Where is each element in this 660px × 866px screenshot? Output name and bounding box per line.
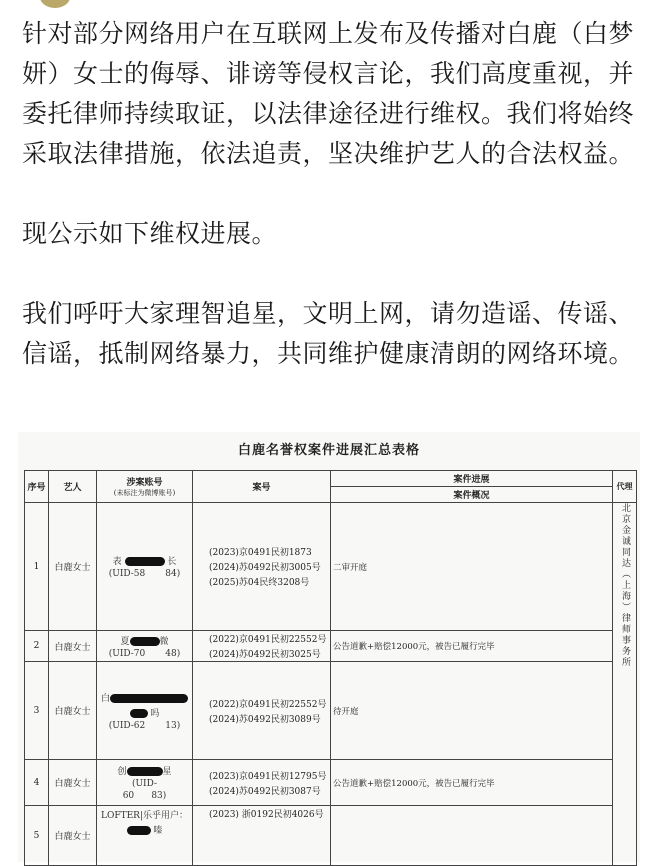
redaction-mark <box>125 557 165 566</box>
row-artist: 白鹿女士 <box>49 806 97 866</box>
row-account: 夏 微 (UID-70 48) <box>97 631 193 662</box>
header-progress-sub: 案件概况 <box>331 487 613 503</box>
row-progress: 公告道歉+赔偿12000元，被告已履行完毕 <box>331 631 613 662</box>
agent-cell <box>613 503 637 866</box>
row-account: 表 长 (UID-58 84) <box>97 503 193 631</box>
row-case-numbers: (2023) 浙0192民初4026号 <box>193 806 331 866</box>
row-index: 1 <box>25 503 49 631</box>
header-agent: 代理 <box>613 471 637 503</box>
redaction-mark <box>130 637 160 646</box>
row-progress: 公告道歉+赔偿12000元，被告已履行完毕 <box>331 760 613 806</box>
post-paragraph-2: 现公示如下维权进展。 <box>22 219 278 248</box>
table-row <box>25 503 637 631</box>
post-paragraph-3: 我们呼吁大家理智追星，文明上网，请勿造谣、传谣、信谣，抵制网络暴力，共同维护健康清朗的网络环境。 <box>22 299 635 368</box>
row-case-numbers: (2023)京0491民初12795号 (2024)苏0492民初3087号 <box>193 760 331 806</box>
table-row <box>25 806 637 866</box>
attached-document-image[interactable] <box>18 432 640 862</box>
table-row <box>25 631 637 662</box>
row-case-numbers: (2023)京0491民初1873 (2024)苏0492民初3005号 (2025)苏04民终3208号 <box>193 503 331 631</box>
row-artist: 白鹿女士 <box>49 503 97 631</box>
post-paragraph-1: 针对部分网络用户在互联网上发布及传播对白鹿（白梦妍）女士的侮辱、诽谤等侵权言论，我们高度重视，并委托律师持续取证，以法律途径进行维权。我们将始终采取法律措施，依法追责，坚决维护艺人的合法权益。 <box>22 19 635 168</box>
row-progress: 二审开庭 <box>331 503 613 631</box>
row-artist: 白鹿女士 <box>49 760 97 806</box>
header-progress: 案件进展 <box>331 471 613 487</box>
avatar <box>40 0 70 8</box>
row-progress: 待开庭 <box>331 662 613 760</box>
redaction-mark <box>110 694 188 703</box>
row-account: LOFTER|乐乎用户： 嗪 <box>97 806 193 866</box>
header-account-note: (未标注为微博账号) <box>113 489 176 497</box>
header-index: 序号 <box>25 471 49 503</box>
row-artist: 白鹿女士 <box>49 631 97 662</box>
table-row <box>25 760 637 806</box>
row-progress <box>331 806 613 866</box>
post-body <box>22 14 642 374</box>
case-table <box>24 470 637 866</box>
row-case-numbers: (2022)京0491民初22552号 (2024)苏0492民初3025号 <box>193 631 331 662</box>
row-index: 2 <box>25 631 49 662</box>
redaction-mark <box>130 709 148 718</box>
redaction-mark <box>127 767 163 776</box>
row-account: 白 吗 (UID-62 13) <box>97 662 193 760</box>
table-header-row <box>25 471 637 487</box>
agent-text: 北京金诚同达（上海）律师事务所 <box>620 503 630 668</box>
row-account: 创 星 (UID- 60 83) <box>97 760 193 806</box>
redaction-mark <box>127 826 151 835</box>
document-title: 白鹿名誉权案件进展汇总表格 <box>237 443 420 458</box>
header-artist: 艺人 <box>49 471 97 503</box>
row-index: 4 <box>25 760 49 806</box>
row-case-numbers: (2022)京0491民初22552号 (2024)苏0492民初3089号 <box>193 662 331 760</box>
row-index: 5 <box>25 806 49 866</box>
header-case-no: 案号 <box>193 471 331 503</box>
row-artist: 白鹿女士 <box>49 662 97 760</box>
row-index: 3 <box>25 662 49 760</box>
table-row <box>25 662 637 760</box>
header-account: 涉案账号 (未标注为微博账号) <box>97 471 193 503</box>
